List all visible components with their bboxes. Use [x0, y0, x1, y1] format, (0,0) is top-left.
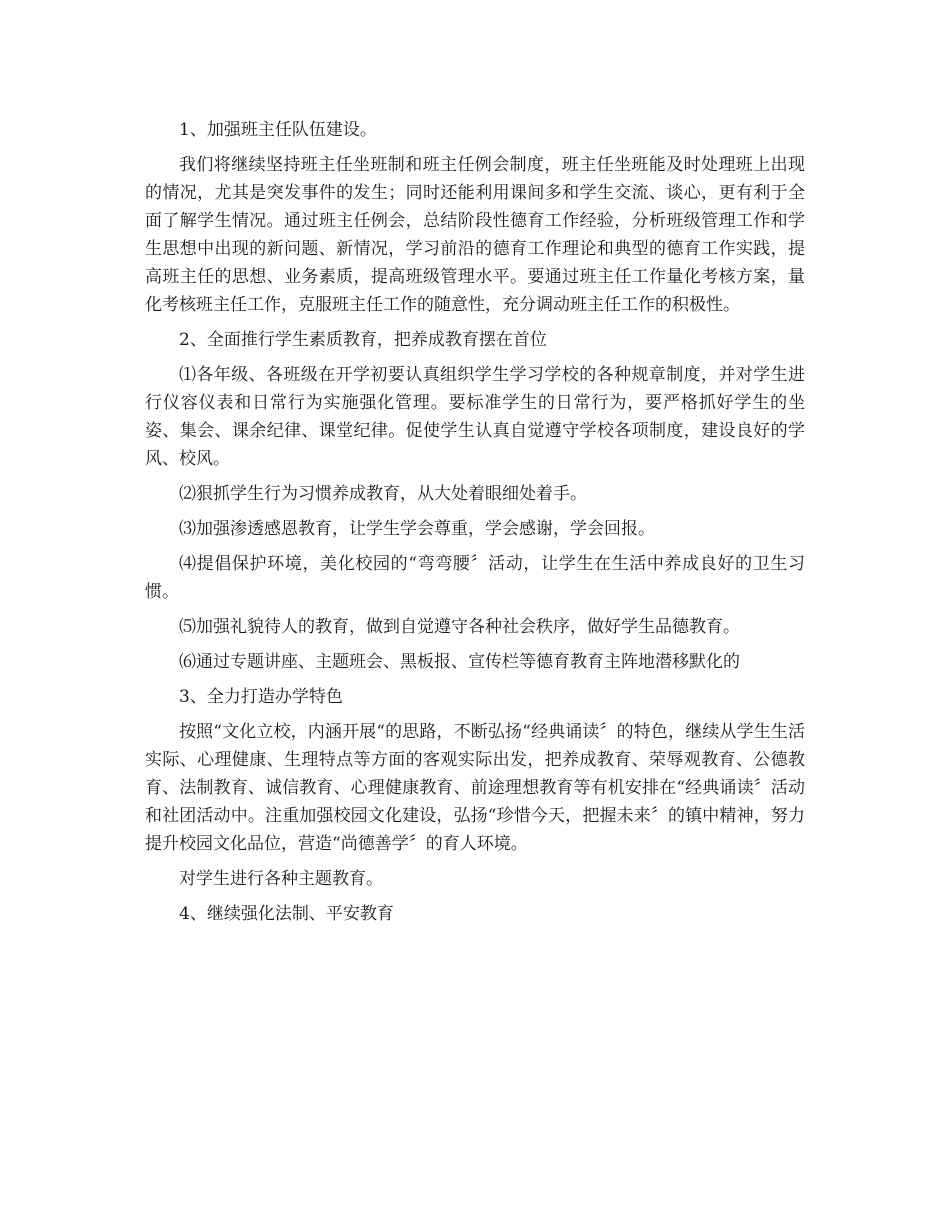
- heading-class-teacher-team: 1、加强班主任队伍建设。: [179, 120, 377, 140]
- list-item-environment-protection: ⑷提倡保护环境，美化校园的“弯弯腰〞活动，让学生在生活中养成良好的卫生习惯。: [145, 554, 805, 602]
- paragraph-classics-reading: 按照“文化立校，内涵开展“的思路，不断弘扬“经典诵读〞的特色，继续从学生生活实际、心理健康、生理特点等方面的客观实际出发，把养成教育、荣辱观教育、公德教育、法制教育、诚信教育、心理健康教育、前途理想教育等有机安排在“经典诵读〞活动和社团活动中。注重加强校园文化建设，弘扬“珍惜今天，把握未来〞的镇中精神，努力提升校园文化品位，营造“尚德善学〞的育人环境。: [145, 722, 805, 854]
- list-item-courtesy-education: ⑸加强礼貌待人的教育，做到自觉遵守各种社会秩序，做好学生品德教育。: [179, 617, 740, 637]
- list-item-moral-education-channels: ⑹通过专题讲座、主题班会、黑板报、宣传栏等德育教育主阵地潜移默化的: [179, 652, 740, 672]
- list-item-habit-education: ⑵狠抓学生行为习惯养成教育，从大处着眼细处着手。: [179, 484, 587, 504]
- heading-quality-education: 2、全面推行学生素质教育，把养成教育摆在首位: [179, 330, 547, 350]
- heading-legal-safety-education: 4、继续强化法制、平安教育: [179, 904, 394, 924]
- document-body: [145, 116, 805, 935]
- paragraph-theme-education: 对学生进行各种主题教育。: [179, 869, 383, 889]
- list-item-gratitude-education: ⑶加强渗透感恩教育，让学生学会尊重，学会感谢，学会回报。: [179, 519, 655, 539]
- heading-school-characteristics: 3、全力打造办学特色: [179, 687, 343, 707]
- list-item-rules-study: ⑴各年级、各班级在开学初要认真组织学生学习学校的各种规章制度，并对学生进行仪容仪表和日常行为实施强化管理。要标准学生的日常行为，要严格抓好学生的坐姿、集会、课余纪律、课堂纪律。促使学生认真自觉遵守学校各项制度，建设良好的学风、校风。: [145, 365, 805, 469]
- paragraph-class-teacher-system: 我们将继续坚持班主任坐班制和班主任例会制度，班主任坐班能及时处理班上出现的情况，尤其是突发事件的发生；同时还能利用课间多和学生交流、谈心，更有利于全面了解学生情况。通过班主任例会，总结阶段性德育工作经验，分析班级管理工作和学生思想中出现的新问题、新情况，学习前沿的德育工作理论和典型的德育工作实践，提高班主任的思想、业务素质，提高班级管理水平。要通过班主任工作量化考核方案，量化考核班主任工作，克服班主任工作的随意性，充分调动班主任工作的积极性。: [145, 155, 805, 315]
